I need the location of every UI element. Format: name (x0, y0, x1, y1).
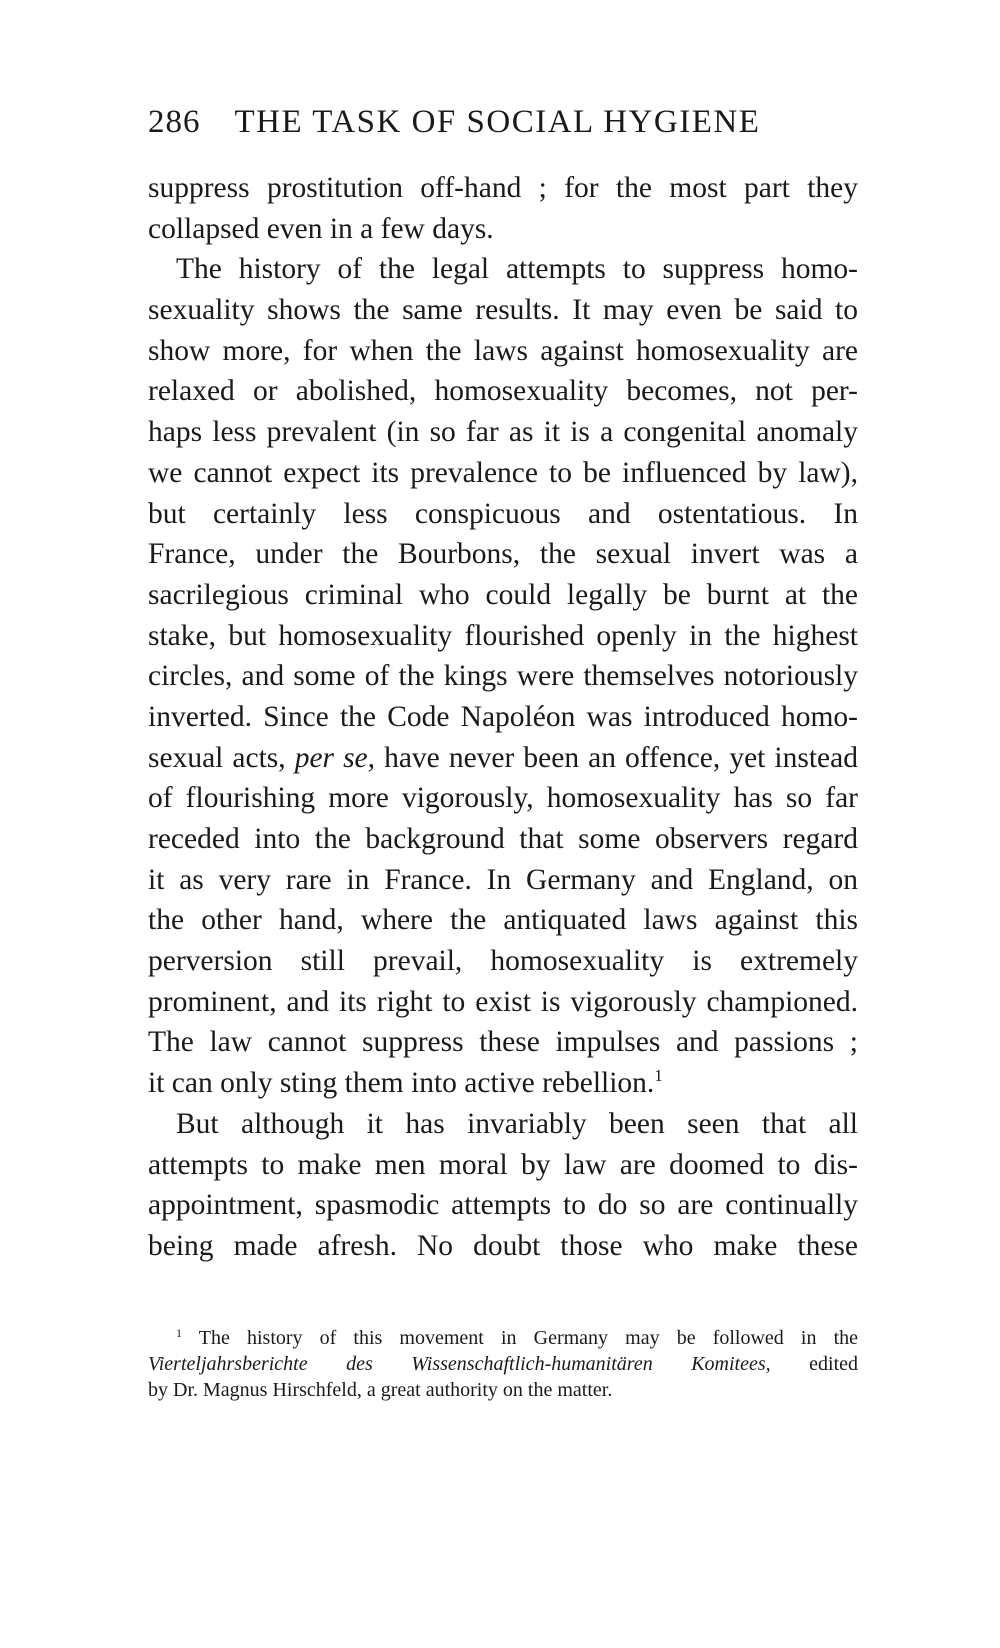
text-line: we cannot expect its prevalence to be influenced by law), (148, 456, 858, 489)
text-line: attempts to make men moral by law are doomed to dis- (148, 1148, 858, 1181)
italic-journal-title: Vierteljahrsberichte des Wissenschaftlich-humanitären Komitees, (148, 1353, 771, 1375)
text-segment: The history of this movement in Germany may be followed in the (198, 1327, 859, 1349)
text-line: the other hand, where the antiquated laws against this (148, 904, 858, 937)
text-line: collapsed even in a few days. (148, 212, 494, 245)
text-segment: it can only sting them into active rebellion. (148, 1067, 655, 1100)
text-line: receded into the background that some observers regard (148, 823, 858, 855)
running-title: THE TASK OF SOCIAL HYGIENE (234, 104, 761, 140)
text-line: sacrilegious criminal who could legally be burnt at the (148, 578, 858, 611)
paragraph-3 (148, 1104, 858, 1267)
text-line: The law cannot suppress these impulses and passions ; (148, 1026, 858, 1059)
text-segment: sexual acts, (148, 741, 295, 774)
footnote-line (148, 1351, 858, 1377)
text-line (148, 1063, 858, 1104)
text-line: haps less prevalent (in so far as it is a congenital anomaly (148, 416, 858, 449)
footnote-line (148, 1325, 858, 1351)
text-line: it as very rare in France. In Germany and England, on (148, 863, 858, 896)
body-text (148, 168, 858, 1267)
text-line: suppress prostitution off-hand ; for the most part they (148, 172, 858, 204)
text-line: being made afresh. No doubt those who make these (148, 1229, 858, 1262)
text-line: perversion still prevail, homosexuality is extremely (148, 945, 858, 978)
text-line: but certainly less conspicuous and ostentatious. In (148, 497, 858, 530)
page-number: 286 (148, 104, 201, 140)
text-line: of flourishing more vigorously, homosexuality has so far (148, 782, 858, 815)
text-segment: edited (770, 1353, 859, 1375)
text-line: But although it has invariably been seen that all (176, 1107, 858, 1140)
text-line: relaxed or abolished, homosexuality becomes, not per- (148, 375, 858, 408)
footnote-reference: 1 (654, 1066, 663, 1086)
text-line: show more, for when the laws against homosexuality are (148, 334, 858, 367)
text-line: prominent, and its right to exist is vigorously championed. (148, 985, 858, 1018)
text-line: France, under the Bourbons, the sexual invert was a (148, 538, 858, 571)
text-segment: have never been an offence, yet instead (375, 741, 858, 774)
text-line: appointment, spasmodic attempts to do so are continually (148, 1189, 858, 1222)
text-line: circles, and some of the kings were themselves notoriously (148, 660, 858, 693)
footnote (148, 1325, 858, 1403)
footnote-marker: 1 (176, 1326, 182, 1340)
text-line-with-italic (148, 738, 858, 779)
text-line: sexuality shows the same results. It may even be said to (148, 294, 858, 327)
text-line: The history of the legal attempts to suppress homo- (176, 253, 858, 286)
italic-phrase-per-se: per se, (294, 741, 376, 774)
running-head (148, 104, 860, 141)
text-line: inverted. Since the Code Napoléon was introduced homo- (148, 700, 858, 733)
paragraph-2 (148, 249, 858, 1103)
footnote-line: by Dr. Magnus Hirschfeld, a great authority on the matter. (148, 1379, 613, 1401)
text-line: stake, but homosexuality flourished openly in the highest (148, 619, 858, 652)
paragraph-1 (148, 168, 858, 249)
